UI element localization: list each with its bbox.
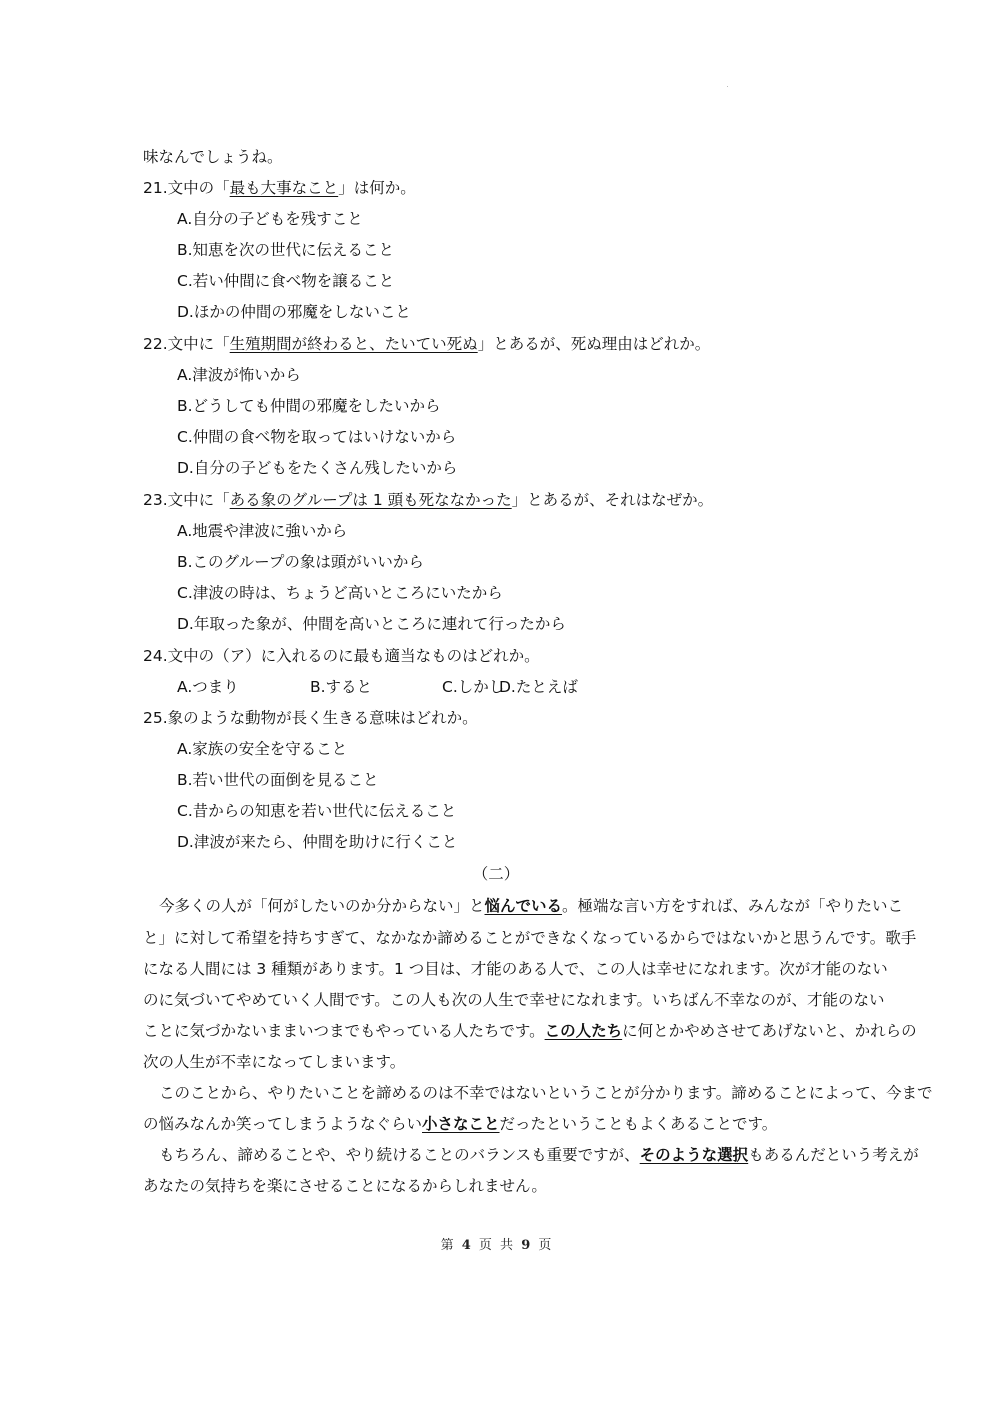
question-25: 25.象のような動物が長く生きる意味はどれか。 <box>143 709 478 727</box>
option-25d: D.津波が来たら、仲間を助けに行くこと <box>177 833 458 851</box>
quote-close: 」 <box>511 491 528 509</box>
passage-text: もちろん、諦めることや、やり続けることのバランスも重要ですが、 <box>159 1146 640 1164</box>
option-22b: B.どうしても仲間の邪魔をしたいから <box>177 397 441 415</box>
passage-line: になる人間には 3 種類があります。1 つ目は、才能のある人で、この人は幸せになれます。次が才能のない <box>143 960 888 978</box>
quoted-phrase: 最も大事なこと <box>229 179 339 197</box>
question-22 <box>143 334 710 354</box>
continuation-text: 味なんでしょうね。 <box>143 148 283 166</box>
scan-speck <box>727 86 728 87</box>
question-prefix: 23.文中に <box>143 491 215 509</box>
option-24d: D.たとえば <box>499 678 578 696</box>
option-25c: C.昔からの知恵を若い世代に伝えること <box>177 802 457 820</box>
passage-text: に何とかやめさせてあげないと、かれらの <box>622 1022 917 1040</box>
quoted-phrase: ある象のグループは 1 頭も死ななかった <box>229 491 512 509</box>
section-title: （二） <box>472 865 520 883</box>
passage-line <box>143 1114 777 1134</box>
passage-line: あなたの気持ちを楽にさせることになるからしれません。 <box>143 1177 547 1195</box>
option-24b: B.すると <box>310 678 373 696</box>
question-21 <box>143 178 416 198</box>
quote-open: 「 <box>214 335 230 353</box>
question-prefix: 21.文中の <box>143 179 215 197</box>
option-22a: A.津波が怖いから <box>177 366 301 384</box>
passage-line <box>159 896 903 916</box>
emphasized-phrase: 小さなこと <box>422 1115 500 1133</box>
option-22c: C.仲間の食べ物を取ってはいけないから <box>177 428 457 446</box>
passage-text: だったということもよくあることです。 <box>499 1115 778 1133</box>
passage-text: 今多くの人が「何がしたいのか分からない」と <box>159 897 485 915</box>
option-23b: B.このグループの象は頭がいいから <box>177 553 424 571</box>
passage-line: と」に対して希望を持ちすぎて、なかなか諦めることができなくなっているからではないかと思うんです。歌手 <box>143 929 917 947</box>
quoted-phrase: 生殖期間が終わると、たいてい死ぬ <box>229 335 478 353</box>
quote-open: 「 <box>214 179 230 197</box>
total-pages: 9 <box>521 1238 531 1253</box>
option-21a: A.自分の子どもを残すこと <box>177 210 363 228</box>
page-footer <box>0 1237 992 1255</box>
footer-text: 页 共 <box>478 1238 514 1253</box>
passage-text: ことに気づかないままいつまでもやっている人たちです。 <box>143 1022 545 1040</box>
passage-line: のに気づいてやめていく人間です。この人も次の人生で幸せになれます。いちばん不幸なのが、才能のない <box>143 991 885 1009</box>
emphasized-phrase: そのような選択 <box>639 1146 749 1164</box>
question-24: 24.文中の（ア）に入れるのに最も適当なものはどれか。 <box>143 647 540 665</box>
option-21b: B.知恵を次の世代に伝えること <box>177 241 395 259</box>
footer-text: 页 <box>538 1238 552 1253</box>
quote-open: 「 <box>214 491 230 509</box>
passage-line <box>159 1145 919 1165</box>
quote-close: 」 <box>338 179 354 197</box>
passage-line <box>143 1021 917 1041</box>
question-23 <box>143 490 713 510</box>
option-23d: D.年取った象が、仲間を高いところに連れて行ったから <box>177 615 566 633</box>
option-24c: C.しかし <box>442 678 505 696</box>
footer-text: 第 <box>440 1238 454 1253</box>
emphasized-phrase: この人たち <box>544 1022 623 1040</box>
option-24a: A.つまり <box>177 678 239 696</box>
passage-line: 次の人生が不幸になってしまいます。 <box>143 1053 406 1071</box>
passage-text: もあるんだという考えが <box>748 1146 919 1164</box>
option-25a: A.家族の安全を守ること <box>177 740 348 758</box>
question-suffix: は何か。 <box>353 179 416 197</box>
option-21c: C.若い仲間に食べ物を譲ること <box>177 272 395 290</box>
page-number: 4 <box>461 1238 471 1253</box>
emphasized-phrase: 悩んでいる <box>484 897 563 915</box>
passage-text: 。極端な言い方をすれば、みんなが「やりたいこ <box>562 897 904 915</box>
option-22d: D.自分の子どもをたくさん残したいから <box>177 459 458 477</box>
passage-text: の悩みなんか笑ってしまうようなぐらい <box>143 1115 423 1133</box>
option-25b: B.若い世代の面倒を見ること <box>177 771 379 789</box>
question-suffix: とあるが、死ぬ理由はどれか。 <box>493 335 711 353</box>
question-prefix: 22.文中に <box>143 335 215 353</box>
option-23c: C.津波の時は、ちょうど高いところにいたから <box>177 584 503 602</box>
option-23a: A.地震や津波に強いから <box>177 522 348 540</box>
question-suffix: とあるが、それはなぜか。 <box>527 491 714 509</box>
quote-close: 」 <box>477 335 494 353</box>
option-21d: D.ほかの仲間の邪魔をしないこと <box>177 303 411 321</box>
passage-line: このことから、やりたいことを諦めるのは不幸ではないということが分かります。諦めることによって、今まで <box>159 1084 933 1102</box>
